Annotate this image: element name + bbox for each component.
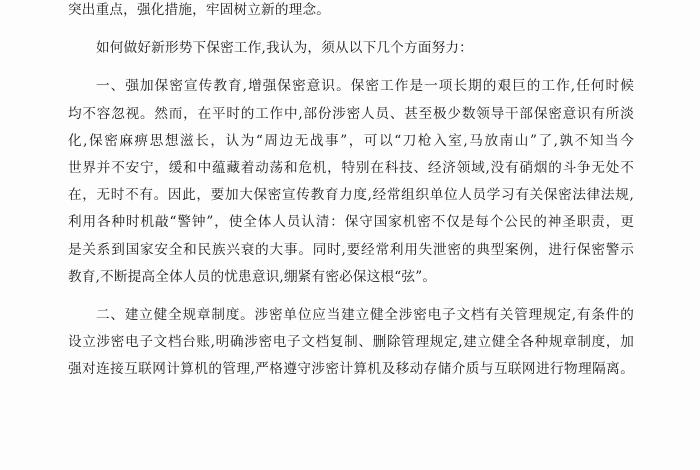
text-line: 二、建立健全规章制度。涉密单位应当建立健全涉密电子文档有关管理规定,有条件的 — [96, 306, 634, 323]
text-line: 设立涉密电子文档台账,明确涉密电子文档复制、删除管理规定,建立健全各种规章制度，加 — [68, 334, 634, 351]
text-line: 是关系到国家安全和民族兴衰的大事。同时,要经常利用失泄密的典型案例，进行保密警示 — [68, 241, 634, 258]
paragraph-gap — [68, 62, 634, 73]
text-line: 强对连接互联网计算机的管理,严格遵守涉密计算机及移动存储介质与互联网进行物理隔离。 — [68, 361, 634, 378]
document-body — [68, 0, 634, 411]
text-line — [68, 383, 634, 410]
paragraph-gap — [68, 291, 634, 302]
text-line: 利用各种时机敲“警钟”，使全体人员认清：保守国家机密不仅是每个公民的神圣职责，更 — [68, 214, 634, 231]
text-line: 均不容忽视。然而，在平时的工作中,部份涉密人员、甚至极少数领导干部保密意识有所淡 — [68, 105, 634, 122]
text-line: 突出重点，强化措施，牢固树立新的理念。 — [68, 2, 331, 18]
text-line: 世界并不安宁，缓和中蕴藏着动荡和危机，特别在科技、经济领域,没有硝烟的斗争无处不 — [68, 159, 634, 176]
text-line: 如何做好新形势下保密工作,我认为，须从以下几个方面努力： — [96, 40, 473, 57]
text-line: 教育,不断提高全体人员的忧患意识,绷紧有密必保这根“弦”。 — [68, 268, 437, 285]
text-line: 化,保密麻痹思想滋长，认为“周边无战事”，可以“刀枪入室,马放南山”了,孰不知当今 — [68, 132, 634, 149]
text-line: 一、强加保密宣传教育,增强保密意识。保密工作是一项长期的艰巨的工作,任何时候 — [96, 78, 634, 95]
text-line: 在，无时不有。因此，要加大保密宣传教育力度,经常组织单位人员学习有关保密法律法规, — [68, 187, 634, 204]
paragraph-gap — [68, 24, 634, 35]
